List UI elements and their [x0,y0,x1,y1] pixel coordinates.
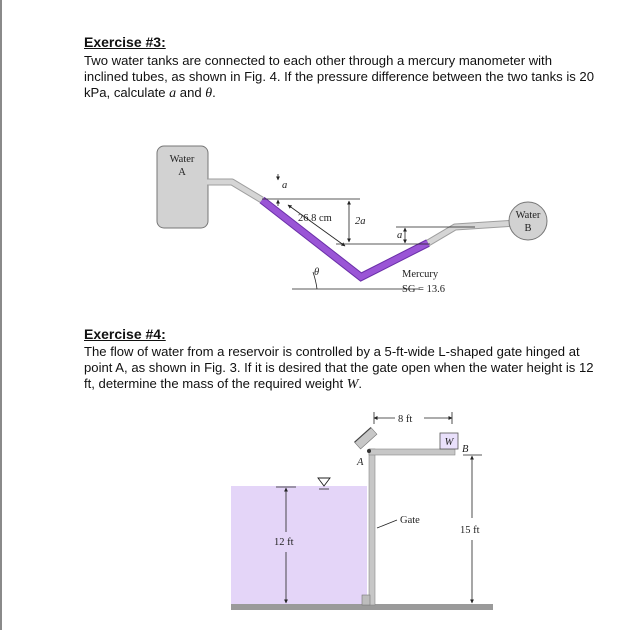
gate-horizontal-arm [369,449,455,455]
tube-right [428,223,516,243]
label-w: W [444,437,454,448]
tank-b-id: B [524,223,532,234]
exercise-3-period: . [212,85,216,100]
exercise-3-line-3-text: kPa, calculate [84,85,170,100]
tank-b [509,202,547,240]
label-theta: θ [314,267,320,278]
tank-a-label: Water [169,154,195,165]
var-w: W [346,377,359,392]
manometer-figure [157,146,547,295]
label-8ft: 8 ft [398,414,413,425]
exercise-4-line-2: point A, as shown in Fig. 3. If it is desired that the gate open when the water height is 12 [84,360,594,375]
gate-leader-line [377,520,397,528]
tank-a-id: A [178,167,186,178]
exercise-3-line-2: inclined tubes, as shown in Fig. 4. If the pressure difference between the two tanks is 20 [84,69,594,84]
label-a-top: a [282,180,288,191]
label-2a: 2a [355,216,366,227]
exercise-3-heading: Exercise #3: [84,34,166,50]
exercise-4-line-1: The flow of water from a reservoir is controlled by a 5-ft-wide L-shaped gate hinged at [84,344,580,359]
label-26-8-cm: 26.8 cm [298,213,332,224]
var-a: a [169,86,177,101]
var-theta: θ [205,86,213,101]
label-a-hinge: A [357,457,364,468]
gate-stop-block [362,595,370,605]
label-sg: SG = 13.6 [402,284,445,295]
label-12ft: 12 ft [274,537,294,548]
mercury-column [262,200,428,277]
label-a-right: a [397,230,403,241]
water-surface-icon [318,478,330,486]
gate-vertical-arm [369,449,375,605]
label-15ft: 15 ft [460,525,480,536]
exercise-4-period: . [358,376,363,391]
exercise-4-heading: Exercise #4: [84,326,166,342]
label-mercury: Mercury [402,269,439,280]
exercise-3-line-1: Two water tanks are connected to each other through a mercury manometer with [84,53,552,68]
label-gate: Gate [400,515,420,526]
gate-figure [231,412,493,610]
hinge-support [355,428,377,449]
and-word: and [176,85,206,100]
exercise-4-line-3-text: ft, determine the mass of the required weight [84,376,347,391]
hinge-point [367,449,371,453]
label-b: B [462,444,469,455]
water-reservoir [231,486,367,606]
tank-b-label: Water [515,210,541,221]
